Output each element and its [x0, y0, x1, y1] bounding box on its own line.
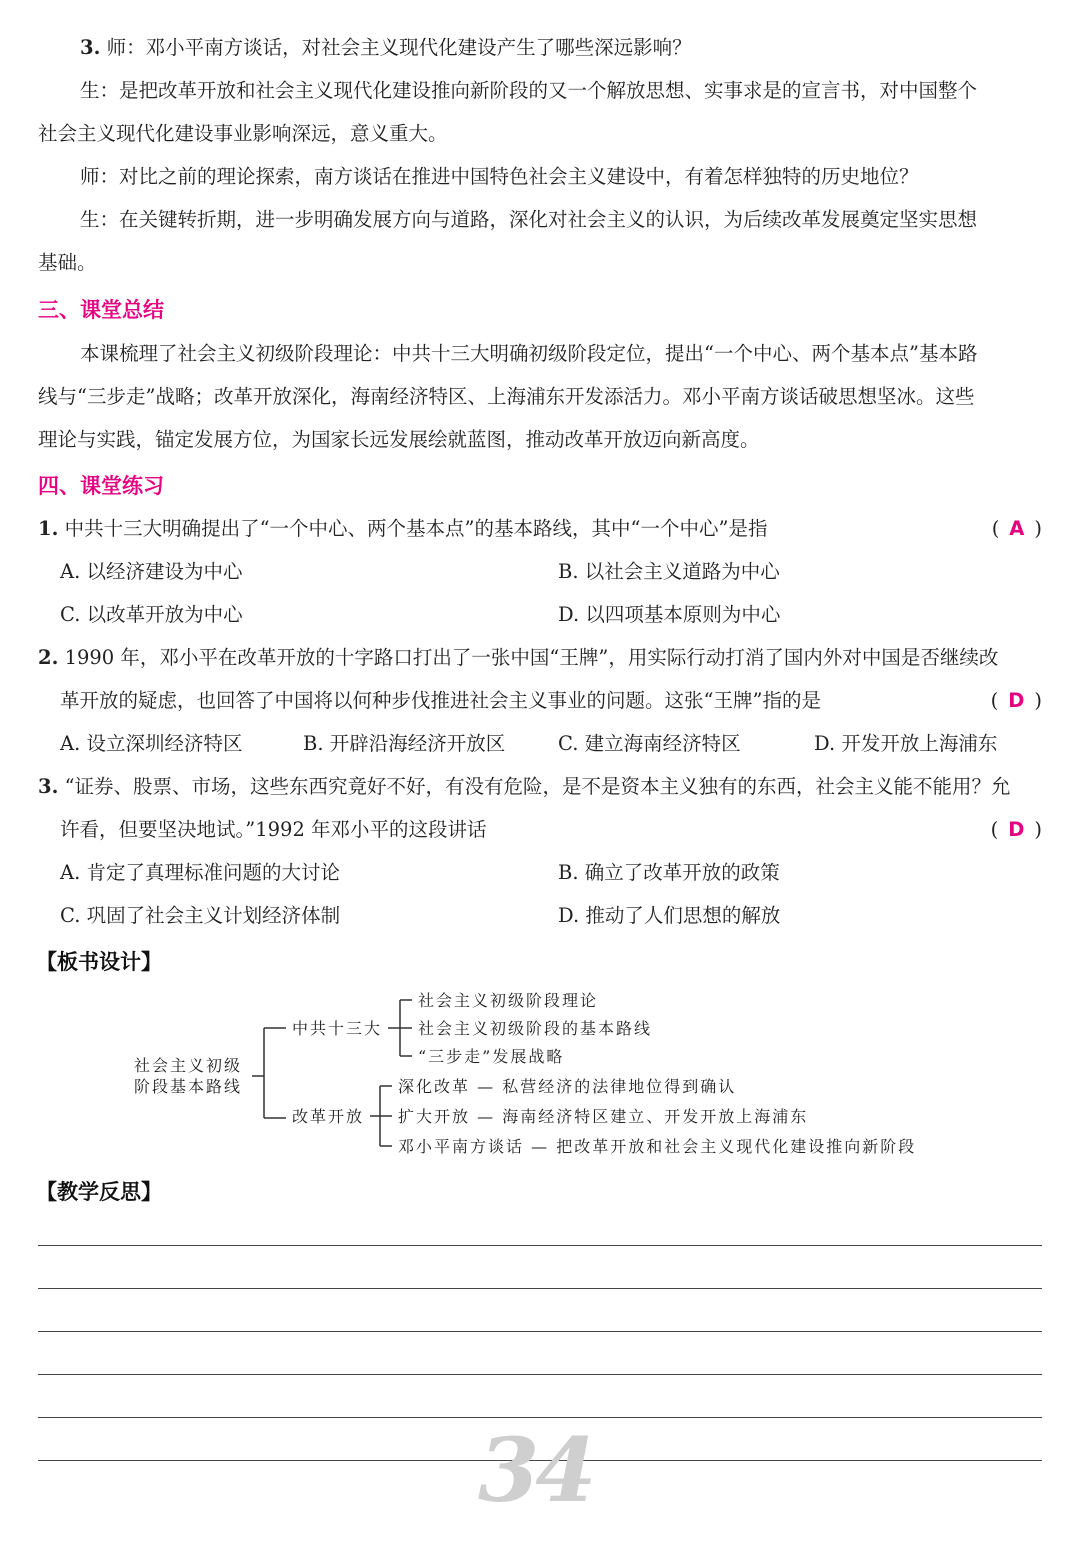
item-label: 扩大开放 [398, 1107, 471, 1126]
option-1c: C. 以改革开放为中心 [60, 603, 243, 626]
answer-letter: D [1008, 818, 1025, 841]
option-1d: D. 以四项基本原则为中心 [558, 603, 781, 626]
dash: — [477, 1077, 496, 1096]
dash: — [531, 1137, 550, 1156]
board-branch-2-item [398, 1076, 736, 1098]
answer-bracket-2: ( D ) [990, 689, 1042, 712]
option-1b: B. 以社会主义道路为中心 [558, 560, 780, 583]
option-2b: B. 开辟沿海经济开放区 [303, 732, 506, 755]
answer-letter: A [1009, 517, 1025, 540]
discussion-answer-3-line-2: 社会主义现代化建设事业影响深远，意义重大。 [38, 122, 448, 145]
question-text: 中共十三大明确提出了“一个中心、两个基本点”的基本路线，其中“一个中心”是指 [64, 517, 768, 540]
question-text: “证券、股票、市场，这些东西究竟好不好，有没有危险，是不是资本主义独有的东西，社会主义能不能用？允 [64, 775, 1011, 798]
board-branch-1-item: 社会主义初级阶段理论 [418, 991, 599, 1010]
board-root-line-1: 社会主义初级 [134, 1056, 243, 1075]
item-detail: 把改革开放和社会主义现代化建设推向新阶段 [556, 1137, 917, 1156]
summary-line-3: 理论与实践，锚定发展方位，为国家长远发展绘就蓝图，推动改革开放迈向新高度。 [38, 428, 760, 451]
summary-line-1: 本课梳理了社会主义初级阶段理论：中共十三大明确初级阶段定位，提出“一个中心、两个基本点”基本路 [80, 342, 978, 365]
question-text: 1990 年，邓小平在改革开放的十字路口打出了一张中国“王牌”，用实际行动打消了国内外对中国是否继续改 [64, 646, 999, 669]
item-detail: 海南经济特区建立、开发开放上海浦东 [502, 1107, 809, 1126]
writing-line [38, 1374, 1042, 1375]
option-2c: C. 建立海南经济特区 [558, 732, 741, 755]
answer-bracket-1: ( A ) [991, 517, 1042, 540]
option-1a: A. 以经济建设为中心 [60, 560, 243, 583]
option-3d: D. 推动了人们思想的解放 [558, 904, 781, 927]
board-branch-2-item [398, 1136, 916, 1158]
question-text: 师：邓小平南方谈话，对社会主义现代化建设产生了哪些深远影响？ [106, 36, 692, 59]
writing-line [38, 1331, 1042, 1332]
board-branch-2-item [398, 1106, 808, 1128]
board-branch-1: 中共十三大 [292, 1019, 383, 1038]
board-design-heading: 【板书设计】 [36, 950, 162, 974]
option-3b: B. 确立了改革开放的政策 [558, 861, 780, 884]
option-3c: C. 巩固了社会主义计划经济体制 [60, 904, 341, 927]
discussion-answer-4-line-2: 基础。 [38, 251, 97, 274]
writing-line [38, 1245, 1042, 1246]
practice-question-3-line-2: 许看，但要坚决地试。”1992 年邓小平的这段讲话 [60, 818, 487, 841]
discussion-answer-3-line-1: 生：是把改革开放和社会主义现代化建设推向新阶段的又一个解放思想、实事求是的宣言书，对中国整个 [80, 79, 978, 102]
option-2d: D. 开发开放上海浦东 [814, 732, 998, 755]
answer-bracket-3: ( D ) [990, 818, 1042, 841]
page-number: 34 [478, 1418, 593, 1522]
question-number: 3. [80, 36, 101, 59]
board-branch-1-item: “三步走”发展战略 [418, 1047, 565, 1066]
practice-heading: 四、课堂练习 [38, 474, 164, 498]
discussion-question-4: 师：对比之前的理论探索，南方谈话在推进中国特色社会主义建设中，有着怎样独特的历史地位？ [80, 165, 919, 188]
item-label: 深化改革 [398, 1077, 471, 1096]
practice-question-2-line-2: 革开放的疑虑，也回答了中国将以何种步伐推进社会主义事业的问题。这张“王牌”指的是 [60, 689, 821, 712]
board-root-line-2: 阶段基本路线 [134, 1077, 243, 1096]
dash: — [477, 1107, 496, 1126]
question-number: 2. [38, 646, 59, 669]
question-number: 3. [38, 775, 59, 798]
board-branch-1-item: 社会主义初级阶段的基本路线 [418, 1019, 653, 1038]
discussion-answer-4-line-1: 生：在关键转折期，进一步明确发展方向与道路，深化对社会主义的认识，为后续改革发展奠定坚实思想 [80, 208, 978, 231]
item-detail: 私营经济的法律地位得到确认 [502, 1077, 737, 1096]
option-3a: A. 肯定了真理标准问题的大讨论 [60, 861, 340, 884]
board-branch-2: 改革开放 [292, 1107, 365, 1126]
answer-letter: D [1008, 689, 1025, 712]
summary-line-2: 线与“三步走”战略；改革开放深化，海南经济特区、上海浦东开发添活力。邓小平南方谈话破思想坚冰。这些 [38, 385, 975, 408]
option-2a: A. 设立深圳经济特区 [60, 732, 243, 755]
writing-line [38, 1288, 1042, 1289]
item-label: 邓小平南方谈话 [398, 1137, 525, 1156]
summary-heading: 三、课堂总结 [38, 298, 164, 322]
teaching-reflection-heading: 【教学反思】 [36, 1180, 162, 1204]
question-number: 1. [38, 517, 59, 540]
